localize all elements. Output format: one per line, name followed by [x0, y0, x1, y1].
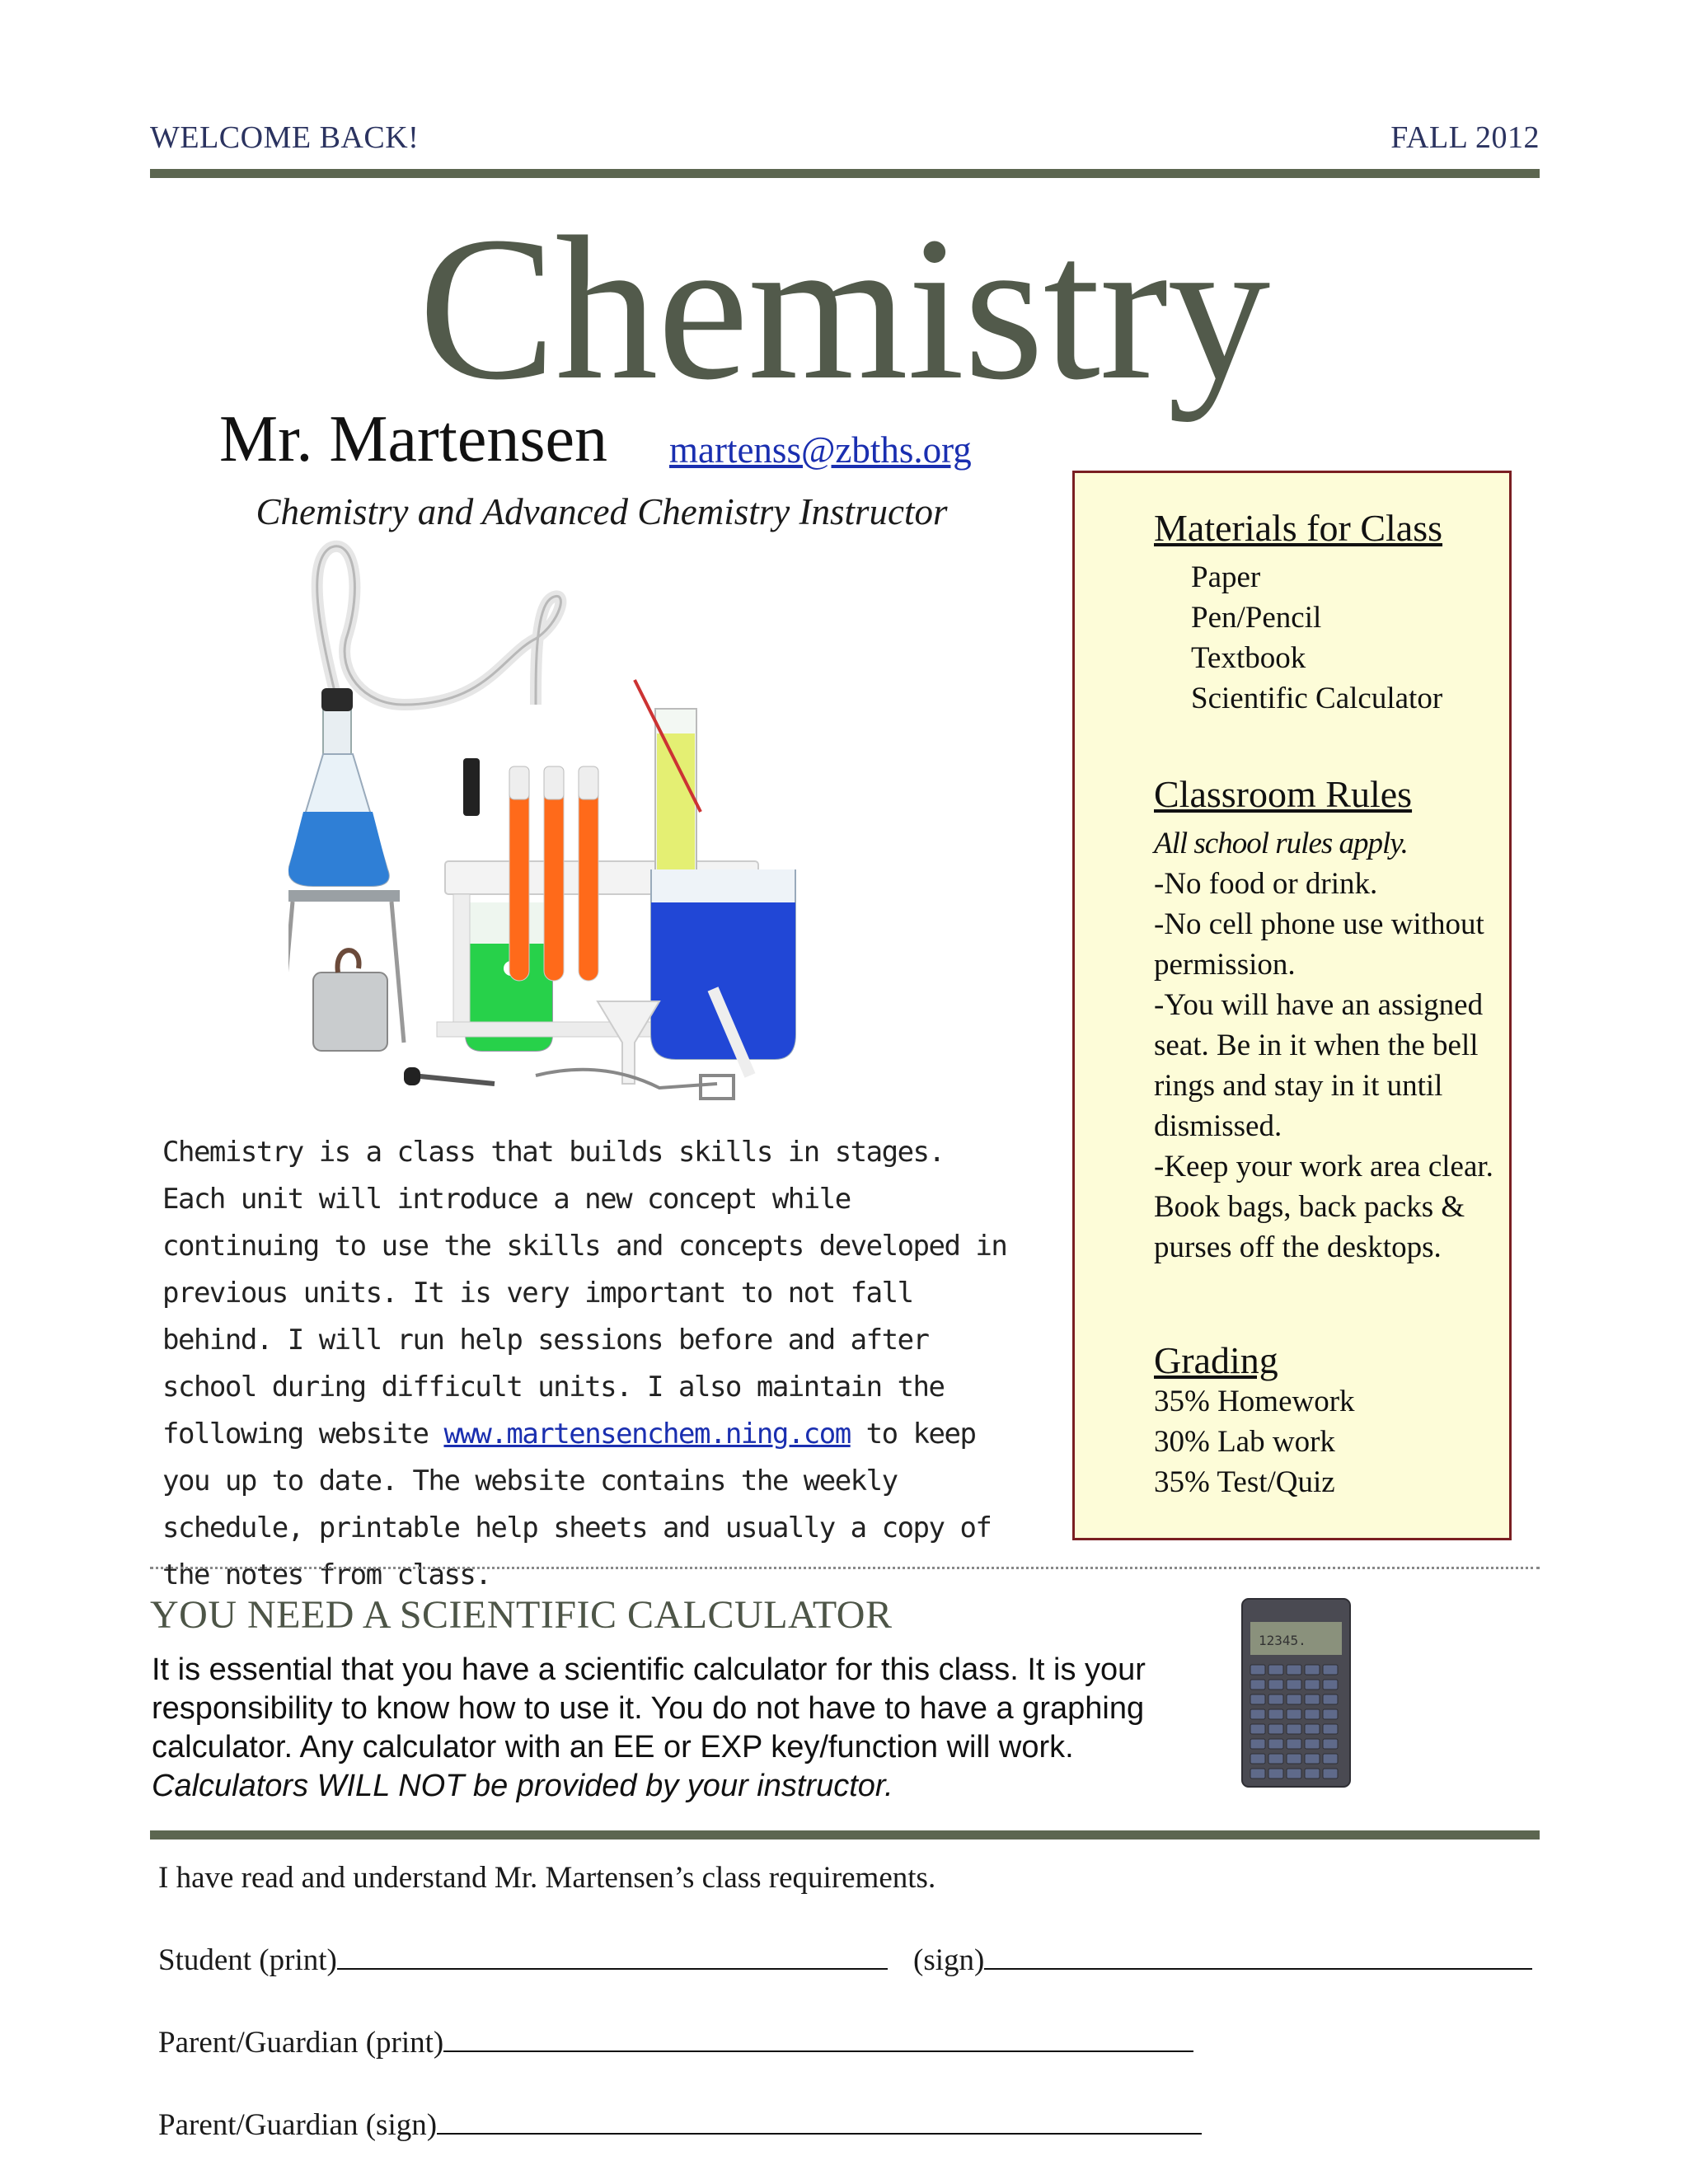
intro-paragraph — [162, 1129, 1020, 1599]
section-divider — [150, 1567, 1540, 1569]
list-item: Paper — [1191, 560, 1261, 594]
calculator-key — [1250, 1680, 1265, 1690]
rules-intro: All school rules apply. — [1154, 827, 1408, 860]
parent-print-label: Parent/Guardian (print) — [158, 2026, 444, 2060]
calculator-key — [1323, 1665, 1338, 1675]
list-item: Textbook — [1191, 641, 1306, 675]
list-item: 35% Homework — [1154, 1385, 1355, 1418]
calculator-key — [1323, 1694, 1338, 1704]
header-left: WELCOME BACK! — [150, 120, 420, 155]
lab-equipment-image — [288, 540, 964, 1108]
grading-heading: Grading — [1154, 1339, 1278, 1381]
calculator-key — [1287, 1739, 1301, 1749]
grading-list — [1154, 1381, 1355, 1502]
parent-print-field[interactable] — [443, 2026, 1193, 2052]
intro-text: Chemistry is a class that builds skills in stages. Each unit will introduce a new concept while continuing to use the skills and concepts developed in previous units. It is very important to not fall behind. I will run help sessions before and after school during difficult units. I also maintain the following website — [162, 1136, 1007, 1451]
teacher-email-link[interactable]: martenss@zbths.org — [669, 429, 972, 471]
calculator-key — [1250, 1694, 1265, 1704]
calculator-key — [1250, 1665, 1265, 1675]
calculator-key — [1268, 1709, 1283, 1719]
calculator-key — [1287, 1680, 1301, 1690]
calculator-icon — [1240, 1597, 1352, 1788]
calculator-key — [1323, 1724, 1338, 1734]
student-print-row — [158, 1943, 888, 1978]
list-item: -You will have an assigned seat. Be in it when the bell rings and stay in it until dismissed. — [1154, 988, 1484, 1143]
calculator-key — [1305, 1754, 1320, 1764]
calculator-key — [1268, 1769, 1283, 1779]
calculator-key — [1268, 1680, 1283, 1690]
student-sign-row — [913, 1943, 1532, 1978]
calculator-text — [152, 1651, 1223, 1806]
rules-list — [1154, 823, 1500, 1268]
student-print-field[interactable] — [337, 1943, 888, 1970]
calculator-key — [1250, 1709, 1265, 1719]
calculator-key — [1250, 1724, 1265, 1734]
calculator-key — [1323, 1739, 1338, 1749]
calculator-key — [1323, 1709, 1338, 1719]
calculator-note: Calculators WILL NOT be provided by your instructor. — [152, 1769, 893, 1803]
calculator-key — [1287, 1665, 1301, 1675]
calculator-key — [1268, 1754, 1283, 1764]
student-print-label: Student (print) — [158, 1943, 337, 1977]
calculator-key — [1305, 1665, 1320, 1675]
calculator-key — [1305, 1769, 1320, 1779]
calculator-key — [1287, 1724, 1301, 1734]
calculator-key — [1287, 1694, 1301, 1704]
calculator-key — [1305, 1709, 1320, 1719]
teacher-name: Mr. Martensen — [219, 403, 608, 476]
rules-heading: Classroom Rules — [1154, 773, 1413, 815]
calculator-key — [1305, 1680, 1320, 1690]
parent-sign-label: Parent/Guardian (sign) — [158, 2108, 438, 2142]
materials-heading: Materials for Class — [1154, 507, 1443, 549]
calculator-key — [1250, 1754, 1265, 1764]
calculator-key — [1305, 1694, 1320, 1704]
parent-sign-row — [158, 2107, 1202, 2143]
calculator-key — [1250, 1769, 1265, 1779]
materials-list — [1191, 557, 1442, 719]
calculator-key — [1268, 1694, 1283, 1704]
student-sign-label: (sign) — [913, 1943, 985, 1977]
calculator-key — [1323, 1754, 1338, 1764]
page-title: Chemistry — [418, 194, 1270, 423]
teacher-role: Chemistry and Advanced Chemistry Instructor — [256, 491, 948, 532]
calculator-key — [1287, 1754, 1301, 1764]
calculator-key — [1250, 1739, 1265, 1749]
list-item: -Keep your work area clear. Book bags, back packs & purses off the desktops. — [1154, 1150, 1493, 1264]
list-item: 30% Lab work — [1154, 1425, 1335, 1459]
calculator-body: It is essential that you have a scientific calculator for this class. It is your responsibility to know how to use it. You do not have to have a graphing calculator. Any calculator with an EE or EXP key/function will work. — [152, 1652, 1146, 1765]
list-item: 35% Test/Quiz — [1154, 1465, 1335, 1499]
calculator-key — [1323, 1680, 1338, 1690]
calculator-key — [1323, 1769, 1338, 1779]
calculator-key — [1287, 1709, 1301, 1719]
calculator-key — [1268, 1665, 1283, 1675]
website-link[interactable]: www.martensenchem.ning.com — [443, 1418, 851, 1451]
calculator-key — [1287, 1769, 1301, 1779]
calculator-key — [1268, 1724, 1283, 1734]
calculator-heading: YOU NEED A SCIENTIFIC CALCULATOR — [150, 1593, 893, 1637]
parent-print-row — [158, 2025, 1193, 2060]
student-sign-field[interactable] — [984, 1943, 1532, 1970]
intro-text-end: to keep you up to date. The website contains the weekly schedule, printable help sheets and usually a copy of the notes from class. — [162, 1418, 992, 1591]
info-sidebar — [1072, 471, 1512, 1540]
calculator-key — [1305, 1724, 1320, 1734]
bottom-rule — [150, 1830, 1540, 1840]
header-right: FALL 2012 — [1390, 120, 1540, 155]
parent-sign-field[interactable] — [437, 2108, 1202, 2135]
calculator-key — [1268, 1739, 1283, 1749]
list-item: -No food or drink. — [1154, 867, 1378, 901]
acknowledgement-statement: I have read and understand Mr. Martensen’s class requirements. — [158, 1861, 936, 1895]
list-item: Pen/Pencil — [1191, 601, 1322, 635]
calculator-display: 12345. — [1259, 1633, 1306, 1648]
list-item: Scientific Calculator — [1191, 682, 1443, 715]
list-item: -No cell phone use without permission. — [1154, 907, 1484, 982]
top-rule — [150, 169, 1540, 178]
calculator-key — [1305, 1739, 1320, 1749]
